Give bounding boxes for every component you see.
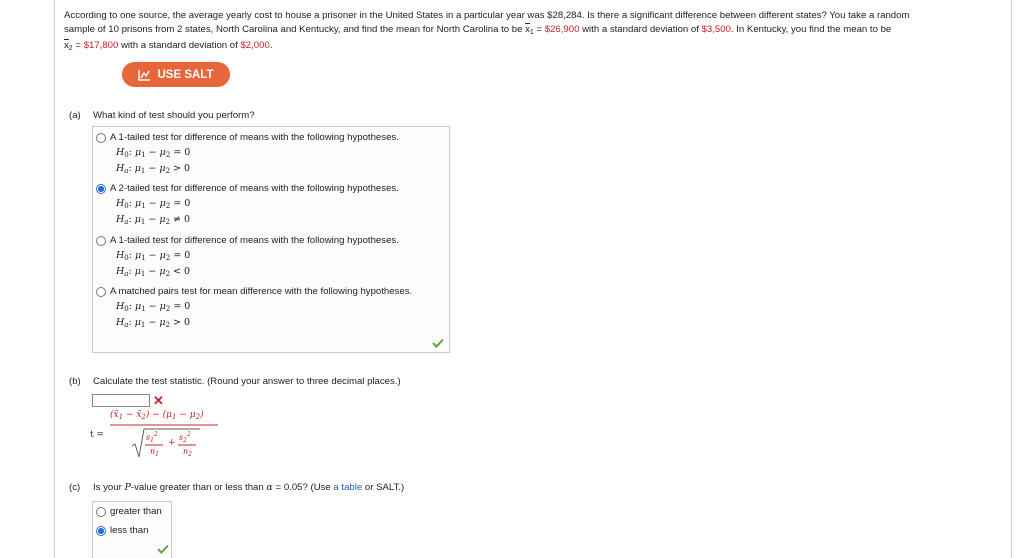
- radio-a1[interactable]: [96, 133, 106, 143]
- part-b-tag: (b): [69, 376, 81, 387]
- less-than-label: less than: [110, 525, 149, 536]
- radio-less-than[interactable]: [96, 526, 106, 536]
- hyp-a3-null: $H_0$: $\mu_1 - \mu_2 = 0$: [116, 250, 191, 262]
- option-a3-label: A 1-tailed test for difference of means with the following hypotheses.: [110, 235, 399, 246]
- part-c-question: (c) Is your P-value greater than or less than α = 0.05? (Use a table or SALT.): [69, 482, 405, 493]
- fraction-bar-1: [145, 444, 165, 446]
- correct-check-icon-a: [432, 338, 444, 348]
- x2-symbol: $\overline{x}$: [64, 40, 69, 51]
- hyp-a1-alt: $H_a$: $\mu_1 - \mu_2 > 0$: [116, 163, 191, 175]
- option-a3[interactable]: [96, 235, 399, 246]
- x1-subscript: 1: [529, 28, 534, 36]
- hyp-a1-null: $H_0$: $\mu_1 - \mu_2 = 0$: [116, 147, 191, 159]
- option-a2[interactable]: [96, 183, 399, 194]
- formula-n2: $n_2$: [183, 447, 192, 458]
- intro-line-3: [64, 39, 1004, 56]
- option-a4-label: A matched pairs test for mean difference with the following hypotheses.: [110, 286, 413, 297]
- radio-a3[interactable]: [96, 236, 106, 246]
- part-a-tag: (a): [69, 110, 81, 121]
- intro-text-2: sample of 10 prisons from 2 states, North Carolina and Kentucky, and find the mean for North Carolina to be: [64, 23, 526, 35]
- salt-chart-icon: [138, 69, 151, 81]
- greater-than-label: greater than: [110, 506, 162, 517]
- hyp-a4-alt: $H_a$: $\mu_1 - \mu_2 > 0$: [116, 317, 191, 329]
- problem-text: [64, 9, 1004, 56]
- intro-text-4: . In Kentucky, you find the mean to be: [730, 23, 892, 35]
- x2-value: $17,800: [83, 40, 119, 51]
- t-label: t =: [90, 430, 105, 440]
- part-c-tag: (c): [69, 482, 81, 493]
- option-a2-label: A 2-tailed test for difference of means with the following hypotheses.: [110, 183, 399, 194]
- formula-n1: $n_1$: [150, 447, 159, 458]
- use-salt-button[interactable]: [122, 62, 230, 87]
- intro-line-1: [64, 9, 1004, 23]
- x2-subscript: 2: [68, 45, 73, 52]
- option-a1[interactable]: [96, 132, 399, 143]
- intro-text-3: with a standard deviation of: [579, 23, 702, 35]
- hyp-a4-null: $H_0$: $\mu_1 - \mu_2 = 0$: [116, 301, 191, 313]
- fraction-bar-2: [178, 444, 198, 446]
- hyp-a3-alt: $H_a$: $\mu_1 - \mu_2 < 0$: [116, 266, 191, 278]
- option-a1-label: A 1-tailed test for difference of means with the following hypotheses.: [110, 132, 399, 143]
- radio-greater-than[interactable]: [96, 507, 106, 517]
- table-link[interactable]: a table: [333, 482, 363, 493]
- use-salt-label: USE SALT: [157, 68, 214, 81]
- x1-value: $26,900: [544, 23, 580, 35]
- intro-text-6: .: [269, 40, 273, 51]
- radio-a2[interactable]: [96, 184, 106, 194]
- equals-1: =: [533, 23, 545, 35]
- part-a-text: What kind of test should you perform?: [93, 110, 255, 121]
- part-b-text: Calculate the test statistic. (Round your answer to three decimal places.): [93, 376, 401, 387]
- formula-fraction-lines: [104, 424, 220, 460]
- option-greater-than[interactable]: [96, 506, 162, 517]
- formula-s1: $s_1^2$: [146, 431, 158, 444]
- formula-s2: $s_2^2$: [179, 431, 191, 444]
- part-a-question: [69, 110, 255, 121]
- hyp-a2-null: $H_0$: $\mu_1 - \mu_2 = 0$: [116, 198, 191, 210]
- hyp-a2-alt: $H_a$: $\mu_1 - \mu_2 \ne 0$: [116, 214, 191, 226]
- radio-a4[interactable]: [96, 287, 106, 297]
- x1-symbol: $\overline{x}$: [525, 23, 530, 35]
- option-less-than[interactable]: [96, 525, 148, 536]
- equals-2: =: [72, 40, 84, 51]
- part-b-question: [69, 376, 401, 387]
- option-a4[interactable]: [96, 286, 412, 297]
- intro-text-5: with a standard deviation of: [118, 40, 241, 51]
- intro-text-1: According to one source, the average yearly cost to house a prisoner in the United States in a particular year was $28,284. Is there a significant difference between different states? You take a random: [64, 10, 910, 21]
- formula-numerator: ($x̄_1$ − $x̄_2) - (\mu_1 - \mu_2)$: [110, 410, 204, 421]
- sd2-value: $2,000: [240, 40, 270, 51]
- correct-check-icon-c: [157, 544, 169, 554]
- incorrect-x-icon: ✕: [153, 393, 164, 408]
- formula-plus: +: [168, 438, 176, 448]
- test-statistic-input[interactable]: [92, 394, 150, 407]
- sd1-value: $3,500: [701, 23, 731, 35]
- intro-line-2: [64, 23, 1004, 40]
